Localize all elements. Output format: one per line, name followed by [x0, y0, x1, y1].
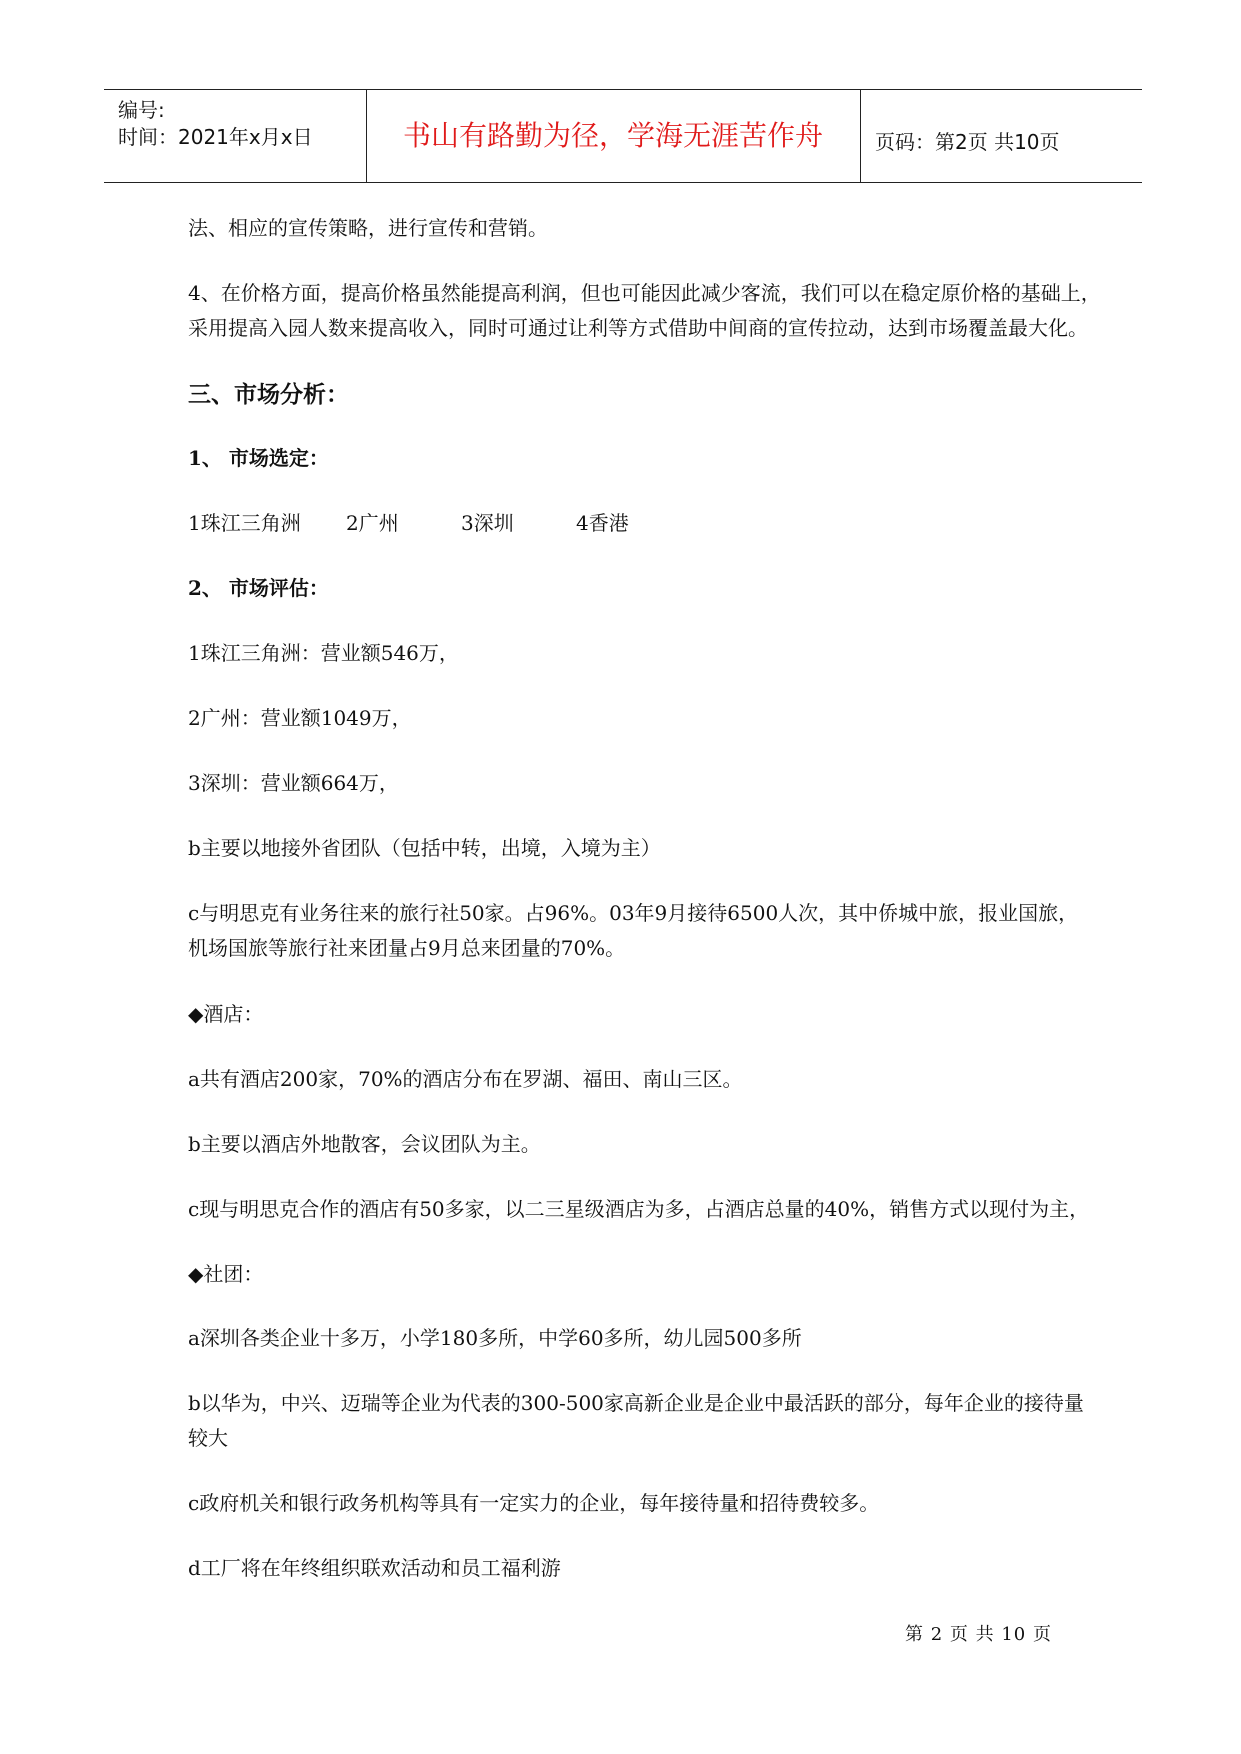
group-item-d: d工厂将在年终组织联欢活动和员工福利游 [188, 1556, 561, 1580]
hotel-heading: ◆酒店： [188, 1002, 264, 1026]
subsection-title-market-selection: 1、 市场选定： [188, 446, 329, 470]
group-item-c: c政府机关和银行政务机构等具有一定实力的企业，每年接待量和招待费较多。 [188, 1491, 880, 1515]
group-item-b-line1: b以华为，中兴、迈瑞等企业为代表的300-500家高新企业是企业中最活跃的部分，每年企业的接待量 [188, 1391, 1084, 1415]
header-divider-left [366, 89, 367, 182]
paragraph-b: b主要以地接外省团队（包括中转，出境，入境为主） [188, 836, 661, 860]
time-label: 时间：2021年x月x日 [118, 125, 313, 149]
header-divider-right [860, 89, 861, 182]
group-item-a: a深圳各类企业十多万，小学180多所，中学60多所，幼儿园500多所 [188, 1326, 802, 1350]
hotel-item-b: b主要以酒店外地散客，会议团队为主。 [188, 1132, 541, 1156]
group-heading: ◆社团： [188, 1262, 264, 1286]
market-item: 1珠江三角洲 [188, 511, 301, 535]
market-list [188, 503, 1188, 543]
group-item-b-line2: 较大 [188, 1426, 228, 1450]
header-top-rule [104, 89, 1142, 90]
header-motto: 书山有路勤为径，学海无涯苦作舟 [402, 119, 823, 152]
hotel-item-c: c现与明思克合作的酒店有50多家，以二三星级酒店为多，占酒店总量的40%，销售方式以现付为主， [188, 1197, 1090, 1221]
paragraph-price-line1: 4、在价格方面，提高价格虽然能提高利润，但也可能因此减少客流，我们可以在稳定原价格的基础上， [188, 281, 1101, 305]
paragraph-price-line2: 采用提高入园人数来提高收入，同时可通过让利等方式借助中间商的宣传拉动，达到市场覆盖最大化。 [188, 316, 1088, 340]
paragraph-continuation: 法、相应的宣传策略，进行宣传和营销。 [188, 216, 548, 240]
paragraph-c-line1: c与明思克有业务往来的旅行社50家。占96%。03年9月接待6500人次，其中侨城中旅，报业国旅， [188, 901, 1079, 925]
header-bottom-rule [104, 182, 1142, 183]
serial-label: 编号: [118, 98, 165, 122]
market-item: 2广州 [346, 511, 399, 535]
section-title-market-analysis: 三、市场分析： [188, 381, 349, 408]
page-code: 页码：第2页 共10页 [875, 130, 1060, 154]
page-footer: 第 2 页 共 10 页 [905, 1624, 1052, 1645]
paragraph-c-line2: 机场国旅等旅行社来团量占9月总来团量的70%。 [188, 936, 626, 960]
market-item: 4香港 [576, 511, 629, 535]
market-item: 3深圳 [461, 511, 514, 535]
evaluation-item: 2广州：营业额1049万， [188, 706, 412, 730]
evaluation-item: 3深圳：营业额664万， [188, 771, 399, 795]
subsection-title-market-evaluation: 2、 市场评估： [188, 576, 329, 600]
hotel-item-a: a共有酒店200家，70%的酒店分布在罗湖、福田、南山三区。 [188, 1067, 743, 1091]
evaluation-item: 1珠江三角洲：营业额546万， [188, 641, 459, 665]
